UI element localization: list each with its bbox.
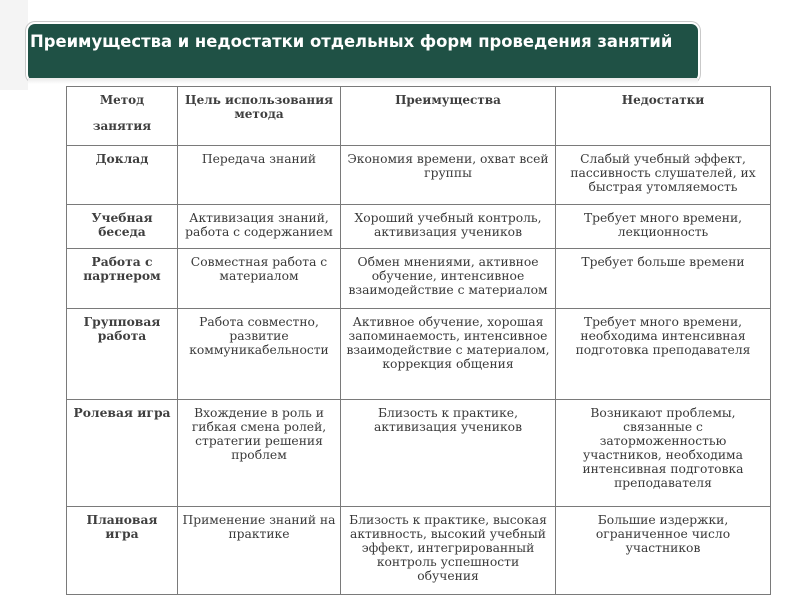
row-method: Ролевая игра xyxy=(67,400,178,507)
table-row xyxy=(67,146,771,205)
row-goal: Активизация знаний, работа с содержанием xyxy=(178,205,341,249)
row-advantages: Близость к практике, активизация учеников xyxy=(341,400,556,507)
title-banner xyxy=(28,24,698,81)
methods-table xyxy=(66,86,771,595)
background-accent xyxy=(0,0,28,90)
row-method: Учебная беседа xyxy=(67,205,178,249)
row-goal: Передача знаний xyxy=(178,146,341,205)
row-advantages: Активное обучение, хорошая запоминаемость, интенсивное взаимодействие с материалом, коррекция общения xyxy=(341,309,556,400)
row-method: Доклад xyxy=(67,146,178,205)
row-goal: Работа совместно, развитие коммуникабельности xyxy=(178,309,341,400)
table-row xyxy=(67,205,771,249)
header-goal: Цель использования метода xyxy=(178,87,341,146)
row-advantages: Близость к практике, высокая активность, высокий учебный эффект, интегрированный контроль успешности обучения xyxy=(341,507,556,595)
table-header-row xyxy=(67,87,771,146)
row-goal: Совместная работа с материалом xyxy=(178,249,341,309)
page-title: Преимущества и недостатки отдельных форм проведения занятий xyxy=(30,32,673,51)
table-row xyxy=(67,249,771,309)
header-advantages: Преимущества xyxy=(341,87,556,146)
row-advantages: Хороший учебный контроль, активизация учеников xyxy=(341,205,556,249)
row-method: Работа с партнером xyxy=(67,249,178,309)
row-advantages: Обмен мнениями, активное обучение, интенсивное взаимодействие с материалом xyxy=(341,249,556,309)
row-method: Групповая работа xyxy=(67,309,178,400)
row-disadvantages: Требует больше времени xyxy=(556,249,771,309)
banner-shadow xyxy=(28,78,698,84)
row-advantages: Экономия времени, охват всей группы xyxy=(341,146,556,205)
header-disadvantages: Недостатки xyxy=(556,87,771,146)
row-method: Плановая игра xyxy=(67,507,178,595)
row-disadvantages: Возникают проблемы, связанные с заторможенностью участников, необходима интенсивная подготовка преподавателя xyxy=(556,400,771,507)
row-goal: Применение знаний на практике xyxy=(178,507,341,595)
table-row xyxy=(67,400,771,507)
row-disadvantages: Требует много времени, лекционность xyxy=(556,205,771,249)
table-row xyxy=(67,309,771,400)
header-method-line2: занятия xyxy=(92,119,152,133)
header-method-line1: Метод xyxy=(99,93,145,107)
row-goal: Вхождение в роль и гибкая смена ролей, стратегии решения проблем xyxy=(178,400,341,507)
table-row xyxy=(67,507,771,595)
row-disadvantages: Слабый учебный эффект, пассивность слушателей, их быстрая утомляемость xyxy=(556,146,771,205)
header-method xyxy=(67,87,178,146)
row-disadvantages: Требует много времени, необходима интенсивная подготовка преподавателя xyxy=(556,309,771,400)
row-disadvantages: Большие издержки, ограниченное число участников xyxy=(556,507,771,595)
